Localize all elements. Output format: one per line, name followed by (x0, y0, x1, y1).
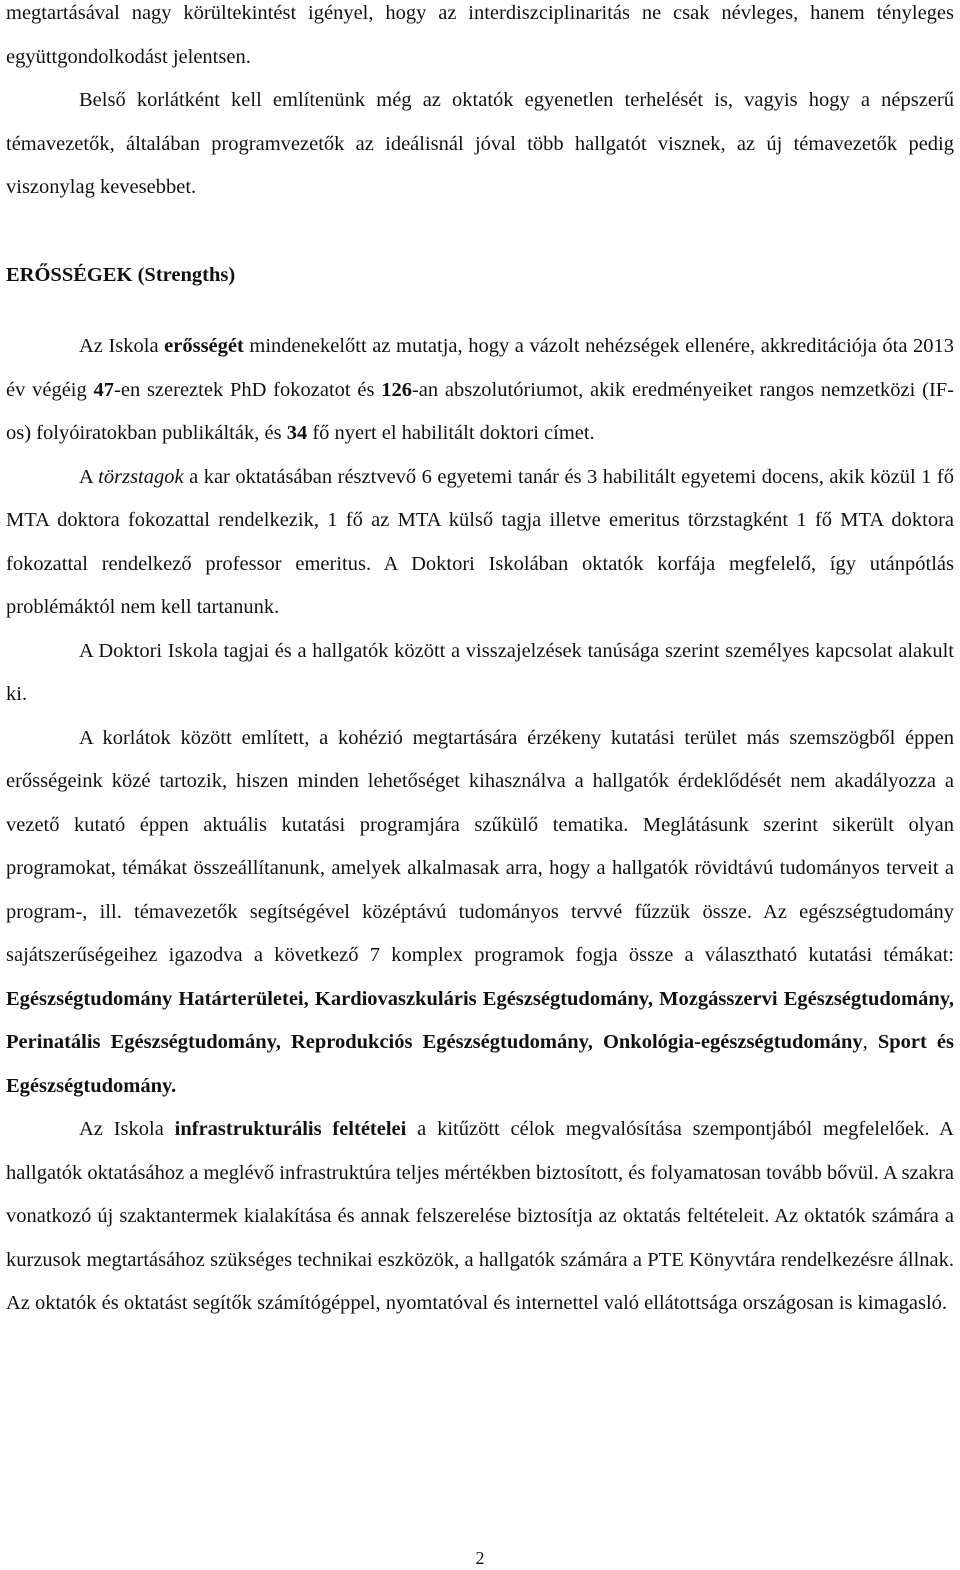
paragraph-relationship: A Doktori Iskola tagjai és a hallgatók között a visszajelzések tanúsága szerint személyes kapcsolat alakult ki. (6, 639, 954, 705)
text-run: -en szereztek PhD fokozatot és (114, 378, 382, 401)
italic-run: törzstagok (98, 465, 184, 488)
text-run: A korlátok között említett, a kohézió megtartására érzékeny kutatási terület más szemszögből éppen erősségeink közé tartozik, hiszen minden lehetőséget kihasználva a hallgatók érdeklődését nem akadályozza a vezető kutató éppen aktuális kutatási programjára szűkülő tematika. Meglátásunk szerint sikerült olyan programokat, témákat összeállítanunk, amelyek alkalmasak arra, hogy a hallgatók rövidtávú tudományos terveit a program-, ill. témavezetők segítségével középtávú tudományos tervvé fűzzük össze. Az egészségtudomány sajátszerűségeihez igazodva a következő 7 komplex programok fogja össze a választható kutatási témákat: (6, 726, 954, 966)
paragraph-continuation: megtartásával nagy körültekintést igényel, hogy az interdiszciplinaritás ne csak névleges, hanem tényleges együttgondolkodást jelentsen. (6, 2, 954, 68)
paragraph-infrastructure (6, 1108, 954, 1326)
paragraph-research-programs (6, 717, 954, 1109)
bold-run: erősségét (164, 335, 244, 357)
text-run: Az Iskola (79, 335, 165, 357)
bold-run: infrastrukturális feltételei (174, 1118, 407, 1140)
text-run: mindenekelőtt az mutatja, hogy a vázolt nehézségek ellenére, akkreditációja óta 2013 év végéig (6, 335, 954, 401)
text-run: fő nyert el habilitált doktori címet. (307, 422, 595, 444)
bold-run: 34 (286, 422, 308, 444)
text-run: -an abszolutóriumot, akik eredményeiket rangos nemzetközi (IF-os) folyóiratokban publikálták, és (6, 378, 954, 444)
top-text-block (6, 0, 954, 210)
page-number: 2 (475, 1548, 485, 1568)
bold-run: Sport és Egészségtudomány. (6, 1031, 954, 1097)
strengths-text-block (6, 325, 954, 1326)
paragraph-internal-limits: Belső korlátként kell említenünk még az oktatók egyenetlen terhelését is, vagyis hogy a népszerű témavezetők, általában programvezetők az ideálisnál jóval több hallgatót visznek, az új témavezetők pedig viszonylag kevesebbet. (6, 89, 954, 198)
section-heading-strengths: ERŐSSÉGEK (Strengths) (6, 264, 236, 286)
bold-run: Egészségtudomány Határterületei, Kardiovaszkuláris Egészségtudomány, Mozgásszervi Egészségtudomány, Perinatális Egészségtudomány, Reprodukciós Egészségtudomány, Onkológia-egészségtudomány (6, 987, 954, 1053)
text-run: Az Iskola (79, 1118, 175, 1140)
text-run: a kitűzött célok megvalósítása szempontjából megfelelőek. A hallgatók oktatásához a meglévő infrastruktúra teljes mértékben biztosított, és folyamatosan tovább bővül. A szakra vonatkozó új szaktantermek kialakítása és annak felszerelése biztosítja az oktatás feltételeit. Az oktatók számára a kurzusok megtartásához szükséges technikai eszközök, a hallgatók számára a PTE Könyvtára rendelkezésre állnak. Az oktatók és oktatást segítők számítógéppel, nyomtatóval és internettel való ellátottsága országosan is kimagasló. (6, 1118, 954, 1314)
bold-run: 47 (93, 378, 115, 401)
bold-run: 126 (381, 378, 412, 401)
text-run: a kar oktatásában résztvevő 6 egyetemi tanár és 3 habilitált egyetemi docens, akik közül 1 fő MTA doktora fokozattal rendelkezik, 1 fő az MTA külső tagja illetve emeritus törzstagként 1 fő MTA doktora fokozattal rendelkező professor emeritus. A Doktori Iskolában oktatók korfája megfelelő, így utánpótlás problémáktól nem kell tartanunk. (6, 465, 954, 618)
text-run: , (862, 1031, 878, 1053)
paragraph-strengths-results (6, 325, 954, 456)
paragraph-core-members (6, 456, 954, 630)
text-run: A (79, 465, 99, 488)
